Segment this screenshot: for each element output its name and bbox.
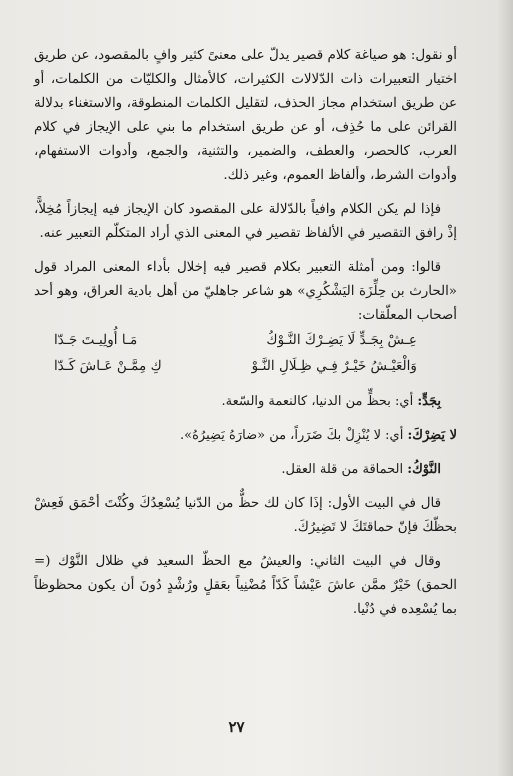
paragraph-definition: أو نقول: هو صياغة كلام قصير يدلّ على معنىً كثير وافٍ بالمقصود، عن طريق اختيار التعبيرات ذات الدّلالات الكثيرات، كالأمثال والكليّات من الكلمات، أو عن طريق استخدام مجاز الحذف، لتقليل الكلمات المنطوقة، والاستغناء بدلالة القرائن على ما حُذِف، أو عن طريق استخدام ما بني على الإيجاز في كلام العرب، كالحصر، والعطف، والضمير، والتثنية، والجمع، وأدوات الاستفهام، وأدوات الشرط، وألفاظ العموم، وغير ذلك. [34,48,457,183]
gloss-la-yadirka [34,424,457,448]
gloss-definition: الحماقة من قلة العقل. [281,462,408,477]
gloss-term: بِجَدٍّ: [417,394,441,409]
verse-line-1 [34,328,457,354]
page-gutter-shadow [497,0,513,776]
verse-line-1-first-hemistich: عِـشْ بِجَـدٍّ لَا يَضِـرْكَ النَّـوْكُ [266,332,417,348]
explanation-first-verse: قال في البيت الأول: إذَا كان لك حظٌّ من الدّنيا يُسْعِدُكَ وكُنْتَ أحْمَق فَعِشْ بحظّكَ فإنّ حماقتَكَ لا تَضِيرُكَ. [34,496,457,535]
gloss-term: النَّوْكُ: [407,462,441,477]
paragraph-example-intro: قالوا: ومن أمثلة التعبير بكلام قصير فيه إخلال بأداء المعنى المراد قول «الحارث بن حِلِّزَة اليَشْكُرِي» هو شاعر جاهليّ من أهل بادية العراق، وهو أحد أصحاب المعلّقات: [34,260,457,323]
gloss-term: لا يَضِرْكَ: [407,428,457,443]
gloss-bijadd [34,390,457,414]
verse-line-2-first-hemistich: وَالْعَيْـشُ خَيْـرٌ فِـي ظِـلَالِ النَّـوْ [251,358,417,374]
gloss-definition: أي: لا يُنْزِلْ بكَ ضَرَراً، من «ضارَهُ يَضِيرُهُ». [180,428,408,443]
explanation-second-verse: وقال في البيت الثاني: والعيشُ مع الحظّ السعيد في ظلال النَّوْك (= الحمق) خَيْرٌ ممَّن عاشَ عَيْشاً كَدّاً مُضْنِياً بعَقلٍ ورُشْدٍ دُونَ أن يكون محظوظاً بما يُسْعِده في دُنْيا. [34,554,457,617]
page-number: ٢٧ [228,718,245,736]
page-body [34,44,457,622]
verse-line-1-second-hemistich: مَـا أُولِيـتَ جَـدّا [54,332,138,348]
verse-line-2-second-hemistich: كِ مِمَّـنْ عَـاشَ كَـدّا [54,358,162,374]
verse-line-2 [34,354,457,380]
gloss-definition: أي: بحظٍّ من الدنيا، كالنعمة والسّعة. [221,394,418,409]
gloss-nawk [34,458,457,482]
paragraph-faulty-brevity: فإذا لم يكن الكلام وافياً بالدّلالة على المقصود كان الإيجاز فيه إيجازاً مُخِلاًّ، إذْ رافق التقصير في الألفاظ تقصير في المعنى الذي أراد المتكلّم التعبير عنه. [34,202,457,241]
